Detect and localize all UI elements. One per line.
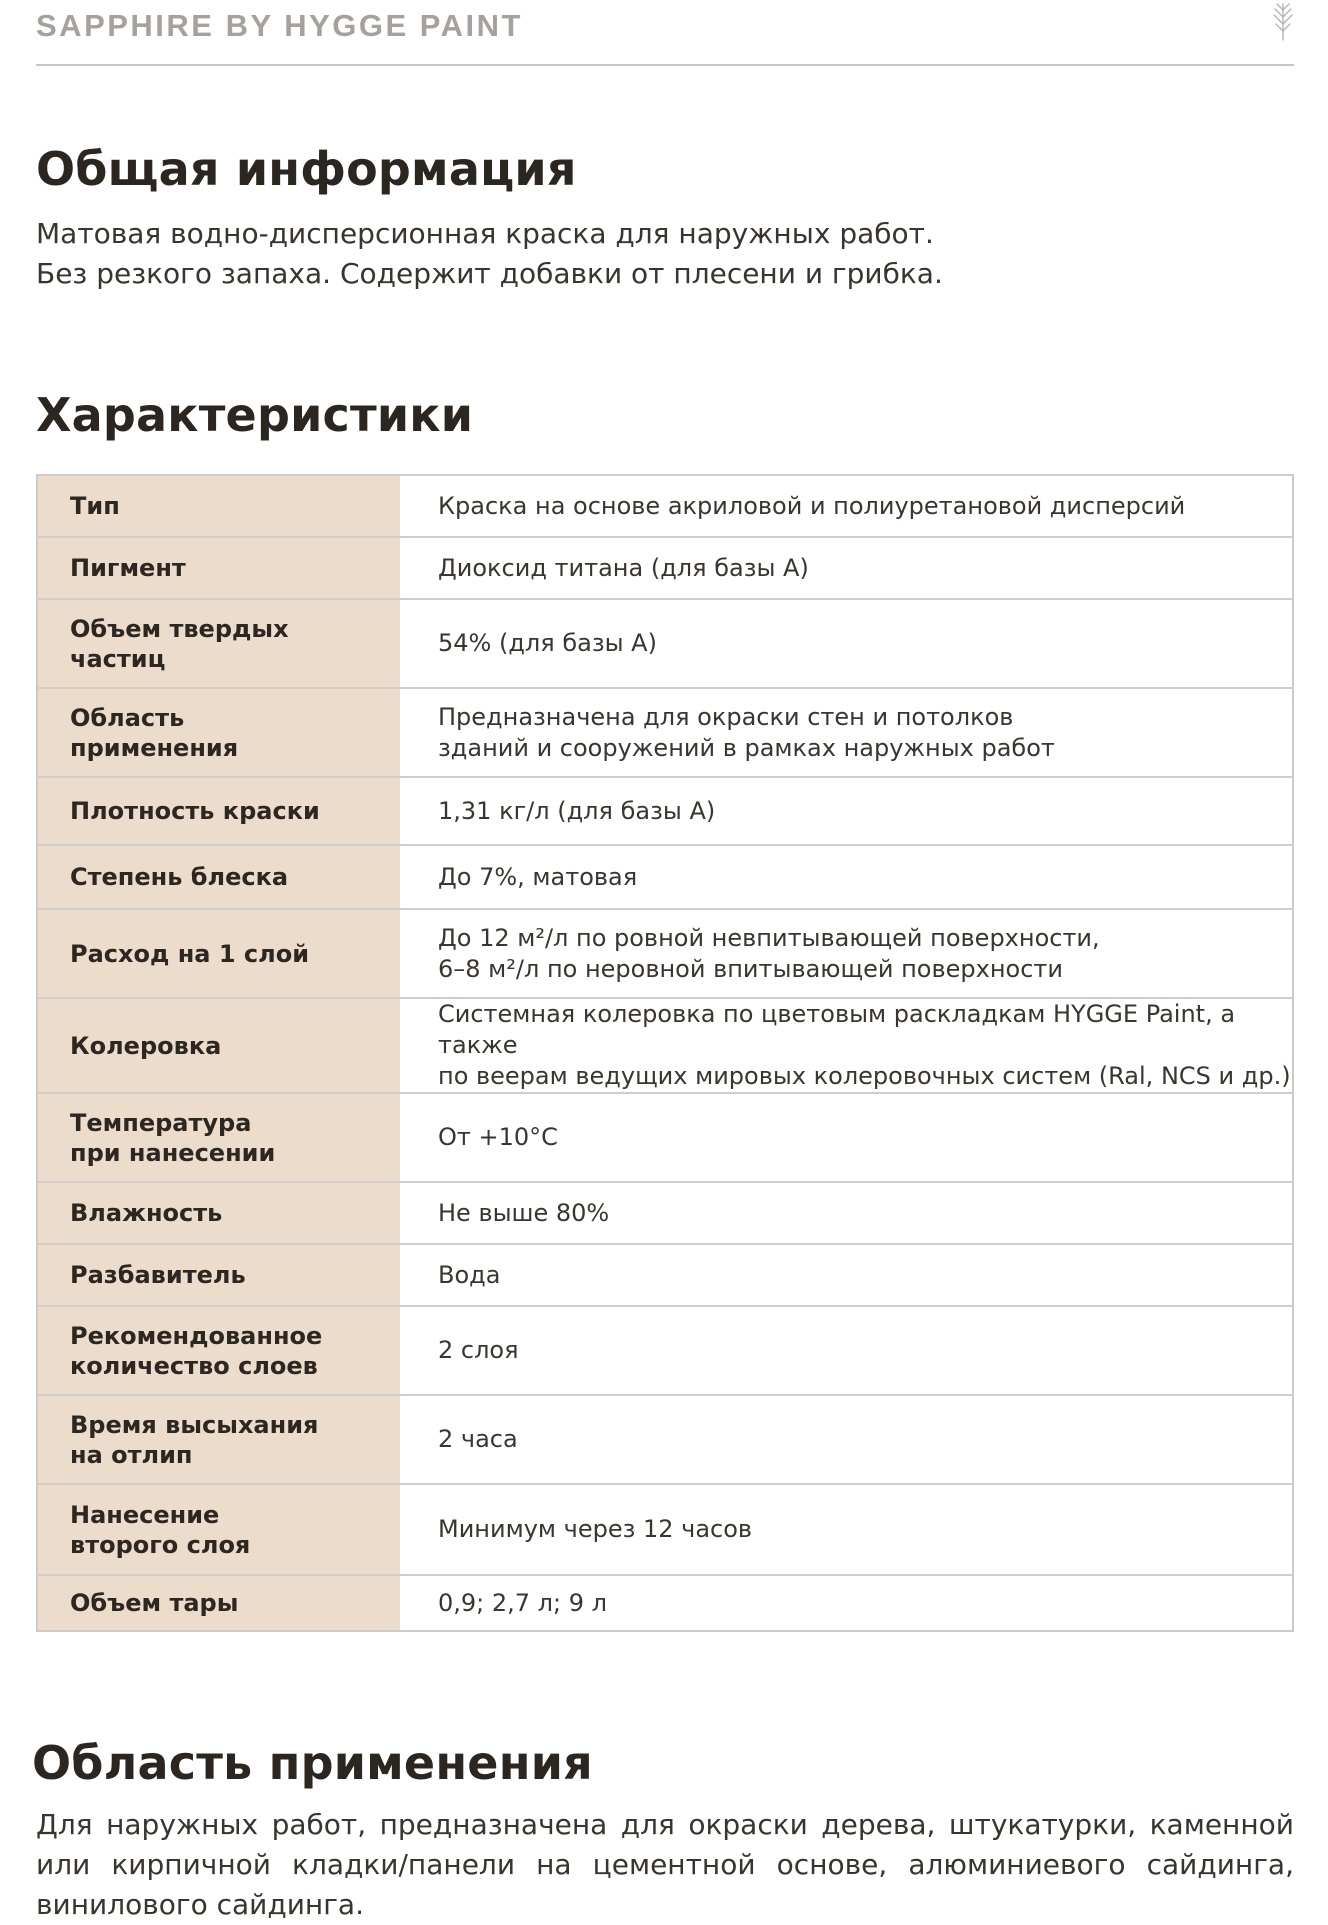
spec-value-line: От +10°С [438, 1123, 558, 1151]
spec-value [400, 777, 1293, 845]
spec-label-line: Степень блеска [70, 863, 289, 891]
spec-value-line: 54% (для базы А) [438, 629, 657, 657]
brand-name: SAPPHIRE BY HYGGE PAINT [36, 8, 523, 43]
spec-label [37, 1244, 400, 1306]
table-row [37, 845, 1293, 909]
spec-label [37, 537, 400, 599]
page-header [36, 0, 1294, 66]
table-row [37, 909, 1293, 998]
spec-value [400, 537, 1293, 599]
spec-label-line: Время высыхания [70, 1410, 319, 1439]
spec-value-line: До 12 м²/л по ровной невпитывающей поверхности, [438, 923, 1100, 952]
spec-value [400, 1306, 1293, 1395]
spec-label-line: на отлип [70, 1440, 193, 1469]
spec-value [400, 1093, 1293, 1182]
spec-label-line: Область [70, 703, 185, 732]
spec-label [37, 1484, 400, 1575]
spec-label [37, 777, 400, 845]
leaf-sprig-icon [1272, 2, 1294, 42]
general-info-text [36, 214, 943, 294]
spec-value-line: 2 слоя [438, 1336, 519, 1364]
spec-label [37, 845, 400, 909]
spec-value-line: Диоксид титана (для базы А) [438, 553, 809, 582]
spec-value-line: по веерам ведущих мировых колеровочных систем (Ral, NCS и др.) [438, 1062, 1291, 1090]
spec-value-line: Системная колеровка по цветовым раскладкам HYGGE Paint, а также [438, 1000, 1236, 1059]
spec-label-line: Колеровка [70, 1031, 222, 1060]
spec-label-line: при нанесении [70, 1138, 276, 1167]
spec-label-line: Расход на 1 слой [70, 939, 310, 968]
characteristics-table [36, 474, 1294, 1632]
spec-value-line: 2 часа [438, 1425, 518, 1453]
spec-value [400, 1575, 1293, 1631]
general-info-line: Матовая водно-дисперсионная краска для наружных работ. [36, 217, 934, 250]
spec-label [37, 909, 400, 998]
spec-label-line: Объем тары [70, 1589, 239, 1617]
spec-value [400, 1484, 1293, 1575]
spec-label-line: Нанесение [70, 1500, 220, 1529]
spec-label [37, 1182, 400, 1244]
spec-label-line: Рекомендованное [70, 1321, 323, 1350]
spec-value [400, 1244, 1293, 1306]
spec-value-line: Вода [438, 1260, 501, 1289]
spec-value-line: зданий и сооружений в рамках наружных работ [438, 733, 1055, 762]
spec-value-line: Предназначена для окраски стен и потолков [438, 702, 1014, 731]
spec-value-line: Минимум через 12 часов [438, 1515, 753, 1543]
table-row [37, 1182, 1293, 1244]
spec-value-line: Краска на основе акриловой и полиуретановой дисперсий [438, 491, 1186, 520]
spec-value [400, 688, 1293, 777]
characteristics-title: Характеристики [36, 388, 474, 442]
spec-label-line: Объем твердых [70, 614, 289, 643]
spec-label-line: частиц [70, 644, 166, 673]
spec-label [37, 688, 400, 777]
spec-label-line: Влажность [70, 1199, 223, 1227]
spec-label [37, 1306, 400, 1395]
general-info-title: Общая информация [36, 142, 577, 196]
spec-label [37, 998, 400, 1093]
table-row [37, 1395, 1293, 1484]
spec-value-line: До 7%, матовая [438, 862, 638, 891]
spec-value [400, 1395, 1293, 1484]
spec-label [37, 599, 400, 688]
table-row [37, 537, 1293, 599]
spec-label-line: Пигмент [70, 554, 186, 582]
spec-value-line: 6–8 м²/л по неровной впитывающей поверхности [438, 954, 1063, 983]
general-info-line: Без резкого запаха. Содержит добавки от плесени и грибка. [36, 257, 943, 290]
application-text: Для наружных работ, предназначена для окраски дерева, штукатурки, каменной или кирпичной кладки/панели на цементной основе, алюминиевого сайдинга, винилового сайдинга. [36, 1808, 1294, 1921]
spec-value-line: 1,31 кг/л (для базы А) [438, 796, 716, 825]
table-row [37, 1575, 1293, 1631]
spec-label-line: количество слоев [70, 1351, 318, 1380]
document-page [32, 0, 1294, 1921]
table-row [37, 1093, 1293, 1182]
spec-value-line: Не выше 80% [438, 1198, 610, 1227]
table-row [37, 1306, 1293, 1395]
table-row [37, 688, 1293, 777]
spec-label-line: Тип [70, 492, 120, 520]
spec-label [37, 1575, 400, 1631]
spec-value [400, 909, 1293, 998]
spec-label-line: применения [70, 733, 239, 762]
table-row [37, 1484, 1293, 1575]
table-row [37, 599, 1293, 688]
spec-value [400, 475, 1293, 537]
spec-label-line: Разбавитель [70, 1261, 246, 1289]
spec-label [37, 1395, 400, 1484]
table-row [37, 475, 1293, 537]
table-row [37, 777, 1293, 845]
spec-value-line: 0,9; 2,7 л; 9 л [438, 1588, 607, 1617]
spec-label-line: второго слоя [70, 1530, 251, 1559]
spec-value [400, 998, 1293, 1093]
spec-label-line: Плотность краски [70, 797, 320, 825]
application-title: Область применения [32, 1736, 593, 1790]
spec-value [400, 845, 1293, 909]
spec-label-line: Температура [70, 1108, 252, 1137]
spec-label [37, 1093, 400, 1182]
table-row [37, 1244, 1293, 1306]
spec-value [400, 1182, 1293, 1244]
spec-label [37, 475, 400, 537]
spec-value [400, 599, 1293, 688]
table-row [37, 998, 1293, 1093]
